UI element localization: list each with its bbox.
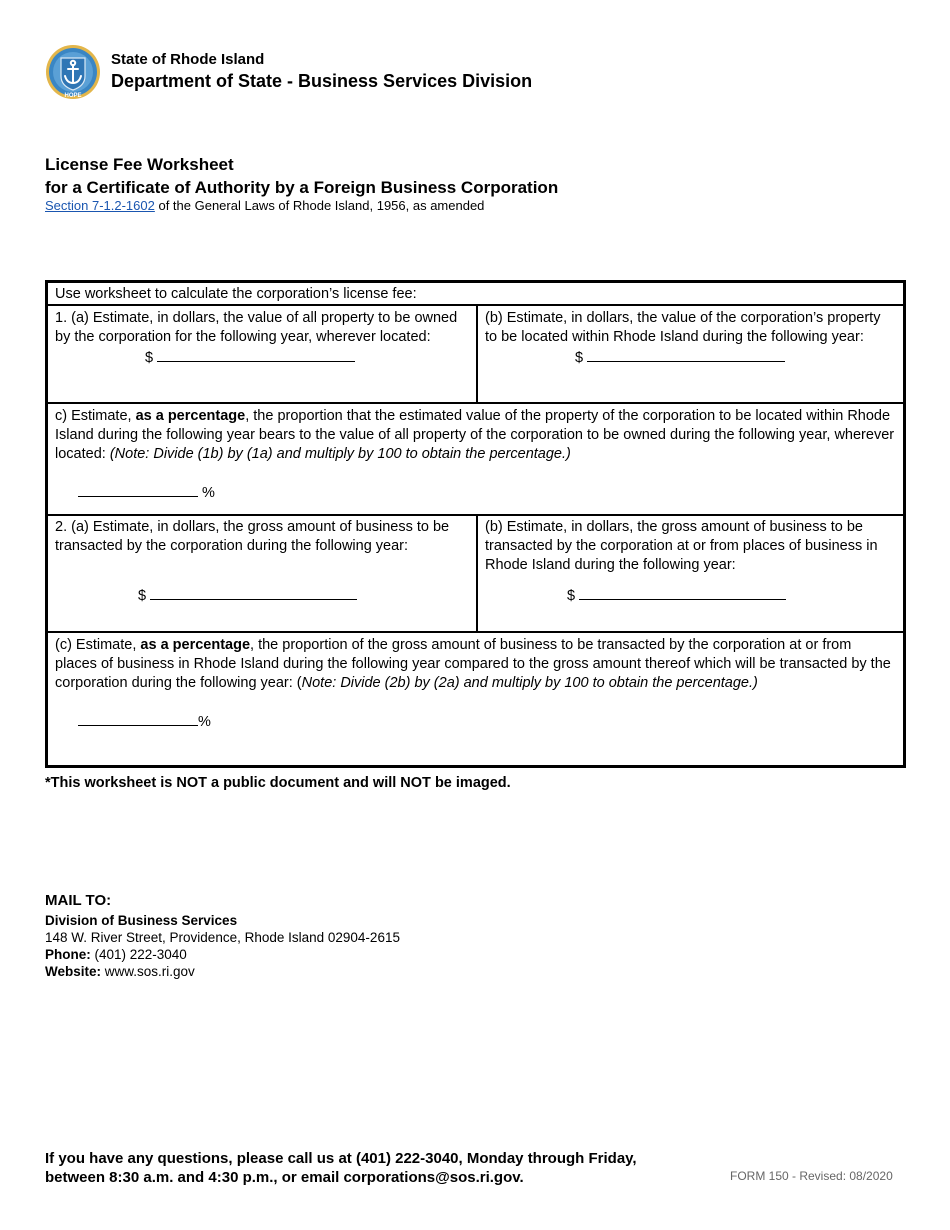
department-name: Department of State - Business Services Division <box>111 71 533 91</box>
q2c-note: Note: Divide (2b) by (2a) and multiply by 100 to obtain the percentage.) <box>301 675 758 691</box>
page-subtitle: for a Certificate of Authority by a Foreign Business Corporation <box>45 178 559 197</box>
q1b-input-line[interactable] <box>587 347 785 362</box>
q2c-answer <box>55 711 896 732</box>
q2c-emphasis: as a percentage <box>140 637 251 653</box>
q2c-input-line[interactable] <box>78 711 198 726</box>
q1c-text: c) Estimate, as a percentage, the proportion that the estimated value of the property of the corporation to be located within Rhode Island during the following year bears to the value of all property of the corporation to be owned during the following year, wherever located: (Note: Divide (1b) by (1a) and multiply by 100 to obtain the percentage.) <box>55 408 895 462</box>
svg-text:HOPE: HOPE <box>64 93 82 99</box>
dollar-sign: $ <box>567 588 576 604</box>
citation <box>45 198 484 213</box>
percent-sign: % <box>202 485 215 501</box>
row-divider <box>48 631 903 633</box>
division-name: Division of Business Services <box>45 913 238 928</box>
q1c-answer <box>55 482 896 503</box>
q1a-text: 1. (a) Estimate, in dollars, the value of all property to be owned by the corporation for the following year, wherever located: <box>55 310 458 345</box>
q2b-input-line[interactable] <box>579 585 786 600</box>
rhode-island-seal-icon <box>45 44 101 100</box>
worksheet-table <box>45 280 906 768</box>
q1b-text: (b) Estimate, in dollars, the value of the corporation’s property to be located within Rhode Island during the following year: <box>485 310 881 345</box>
q2c-text: (c) Estimate, as a percentage, the proportion of the gross amount of business to be transacted by the corporation at or from places of business in Rhode Island during the following year compared to the gross amount thereof which will be transacted by the corporation during the following year: (Note: Divide (2b) by (2a) and multiply by 100 to obtain the percentage.) <box>55 637 891 691</box>
q1c-input-line[interactable] <box>78 482 198 497</box>
website-line: Website: www.sos.ri.gov <box>45 964 195 979</box>
q2a-answer <box>55 585 469 606</box>
phone-line: Phone: (401) 222-3040 <box>45 947 187 962</box>
q2b-text: (b) Estimate, in dollars, the gross amount of business to be transacted by the corporation at or from places of business in Rhode Island during the following year: <box>485 519 878 573</box>
mail-heading: MAIL TO: <box>45 892 112 909</box>
q1a-input-line[interactable] <box>157 347 355 362</box>
q2a-text: 2. (a) Estimate, in dollars, the gross amount of business to be transacted by the corporation during the following year: <box>55 519 450 554</box>
q2c-cell <box>48 636 903 732</box>
statute-link[interactable]: Section 7-1.2-1602 <box>45 198 155 213</box>
q2b-answer <box>485 585 896 606</box>
row-divider <box>48 402 903 404</box>
dollar-sign: $ <box>145 350 154 366</box>
q2a-cell <box>48 518 476 606</box>
mail-block <box>45 912 400 980</box>
form-number: FORM 150 - Revised: 08/2020 <box>730 1169 893 1183</box>
worksheet-intro: Use worksheet to calculate the corporation’s license fee: <box>55 286 417 302</box>
q1c-cell <box>48 407 903 503</box>
dollar-sign: $ <box>138 588 147 604</box>
page-title: License Fee Worksheet <box>45 155 234 174</box>
q1a-answer <box>55 347 469 368</box>
footer-line-2: between 8:30 a.m. and 4:30 p.m., or email corporations@sos.ri.gov. <box>45 1169 524 1186</box>
q1b-answer <box>485 347 896 368</box>
footer-line-1: If you have any questions, please call us at (401) 222-3040, Monday through Friday, <box>45 1150 637 1167</box>
dollar-sign: $ <box>575 350 584 366</box>
q1a-cell <box>48 309 476 368</box>
q2a-input-line[interactable] <box>150 585 357 600</box>
q2b-cell <box>478 518 903 606</box>
contact-footer <box>45 1149 637 1187</box>
mail-address: 148 W. River Street, Providence, Rhode Island 02904-2615 <box>45 930 400 945</box>
percent-sign: % <box>198 714 211 730</box>
worksheet-notice: *This worksheet is NOT a public document and will NOT be imaged. <box>45 775 511 791</box>
q1c-emphasis: as a percentage <box>135 408 246 424</box>
citation-text: of the General Laws of Rhode Island, 1956, as amended <box>154 198 485 213</box>
q1c-note: (Note: Divide (1b) by (1a) and multiply by 100 to obtain the percentage.) <box>109 446 571 462</box>
q1b-cell <box>478 309 903 368</box>
state-name: State of Rhode Island <box>111 51 265 68</box>
